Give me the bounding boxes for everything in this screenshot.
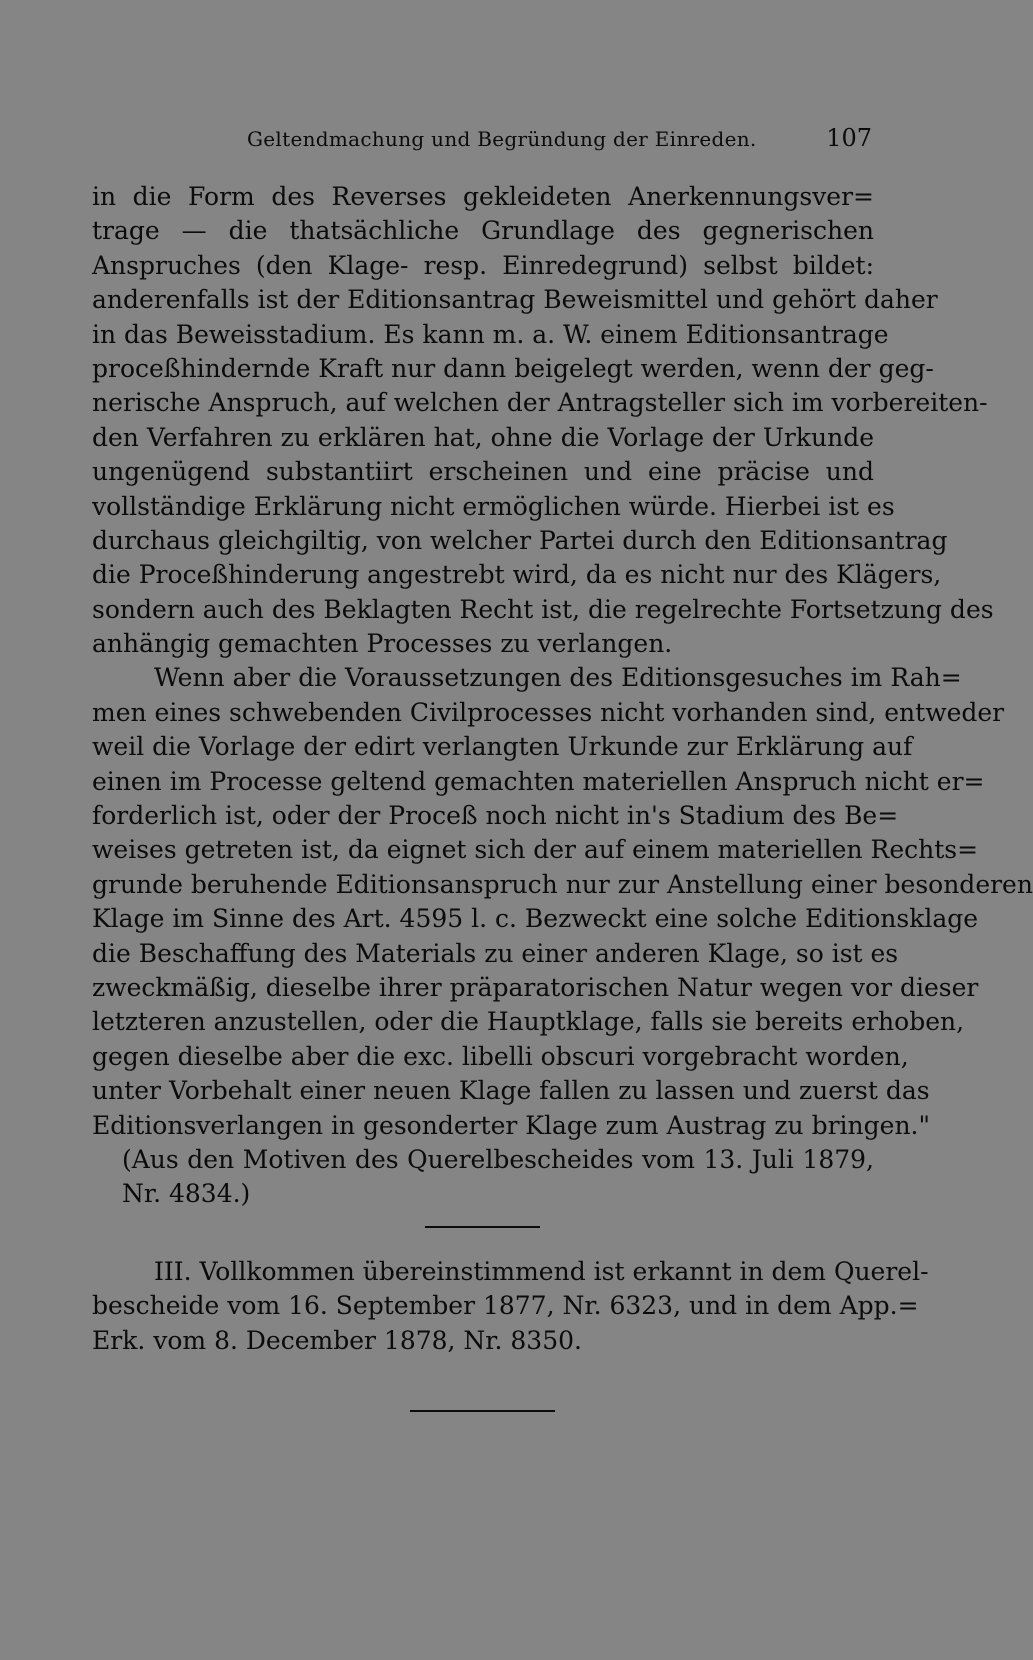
body-line: forderlich ist, oder der Proceß noch nicht in's Stadium des Be= bbox=[92, 801, 899, 831]
body-line: die Proceßhinderung angestrebt wird, da es nicht nur des Klägers, bbox=[92, 560, 942, 590]
end-divider bbox=[410, 1410, 555, 1412]
section-divider bbox=[425, 1226, 540, 1228]
page-header bbox=[92, 124, 872, 152]
note-paragraph bbox=[92, 1255, 929, 1358]
citation-line: (Aus den Motiven des Querelbescheides vom 13. Juli 1879, bbox=[122, 1144, 874, 1174]
body-line: durchaus gleichgiltig, von welcher Partei durch den Editionsantrag bbox=[92, 525, 948, 555]
body-line: proceßhindernde Kraft nur dann beigelegt werden, wenn der geg- bbox=[92, 353, 934, 383]
body-line: letzteren anzustellen, oder die Hauptklage, falls sie bereits erhoben, bbox=[92, 1007, 965, 1037]
note-line: III. Vollkommen übereinstimmend ist erkannt in dem Querel- bbox=[154, 1257, 929, 1286]
note-line: bescheide vom 16. September 1877, Nr. 6323, und in dem App.= bbox=[92, 1291, 919, 1321]
body-line: zweckmäßig, dieselbe ihrer präparatorischen Natur wegen vor dieser bbox=[92, 972, 979, 1002]
body-line: in das Beweisstadium. Es kann m. a. W. einem Editionsantrage bbox=[92, 319, 889, 349]
body-line: anhängig gemachten Processes zu verlangen. bbox=[92, 629, 673, 659]
body-line: nerische Anspruch, auf welchen der Antragsteller sich im vorbereiten- bbox=[92, 388, 988, 418]
body-line: den Verfahren zu erklären hat, ohne die Vorlage der Urkunde bbox=[92, 422, 874, 452]
body-line: anderenfalls ist der Editionsantrag Beweismittel und gehört daher bbox=[92, 285, 938, 315]
body-line: men eines schwebenden Civilprocesses nicht vorhanden sind, entweder bbox=[92, 697, 1005, 727]
body-line: Anspruches (den Klage- resp. Einredegrund) selbst bildet: bbox=[92, 250, 874, 280]
body-line: vollständige Erklärung nicht ermöglichen würde. Hierbei ist es bbox=[92, 491, 895, 521]
body-line: gegen dieselbe aber die exc. libelli obscuri vorgebracht worden, bbox=[92, 1041, 909, 1071]
body-line: weises getreten ist, da eignet sich der auf einem materiellen Rechts= bbox=[92, 835, 979, 865]
citation-line: Nr. 4834.) bbox=[122, 1179, 251, 1209]
body-line: Klage im Sinne des Art. 4595 l. c. Bezweckt eine solche Editionsklage bbox=[92, 904, 979, 934]
body-line: in die Form des Reverses gekleideten Anerkennungsver= bbox=[92, 182, 874, 211]
body-line: weil die Vorlage der edirt verlangten Urkunde zur Erklärung auf bbox=[92, 732, 913, 762]
note-line: Erk. vom 8. December 1878, Nr. 8350. bbox=[92, 1325, 582, 1355]
body-text bbox=[92, 180, 1033, 1212]
body-line: einen im Processe geltend gemachten materiellen Anspruch nicht er= bbox=[92, 766, 985, 796]
body-line: trage — die thatsächliche Grundlage des gegnerischen bbox=[92, 216, 874, 246]
body-line: die Beschaffung des Materials zu einer anderen Klage, so ist es bbox=[92, 938, 899, 968]
body-line: grunde beruhende Editionsanspruch nur zur Anstellung einer besonderen bbox=[92, 869, 1033, 899]
page-number: 107 bbox=[826, 124, 872, 152]
body-line: Editionsverlangen in gesonderter Klage zum Austrag zu bringen." bbox=[92, 1110, 931, 1140]
body-line: sondern auch des Beklagten Recht ist, die regelrechte Fortsetzung des bbox=[92, 594, 994, 624]
body-line: ungenügend substantiirt erscheinen und eine präcise und bbox=[92, 457, 874, 487]
running-head: Geltendmachung und Begründung der Einreden. bbox=[247, 127, 757, 151]
body-line: unter Vorbehalt einer neuen Klage fallen zu lassen und zuerst das bbox=[92, 1076, 930, 1106]
paragraph-start-line: Wenn aber die Voraussetzungen des Editionsgesuches im Rah= bbox=[154, 663, 962, 693]
